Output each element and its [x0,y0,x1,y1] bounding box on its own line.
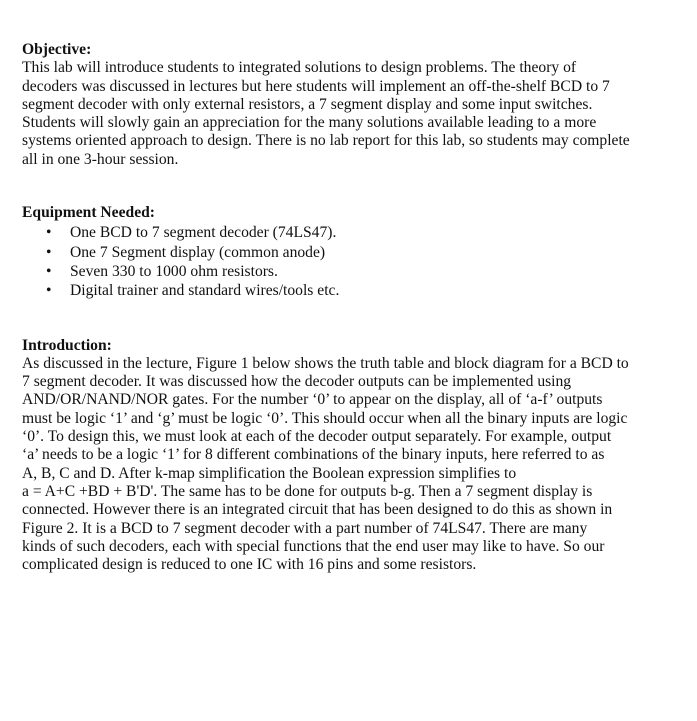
equipment-list [22,223,677,300]
bullet-icon: • [46,243,52,261]
equipment-item-text: One 7 Segment display (common anode) [70,243,326,261]
equipment-item [22,281,677,300]
equipment-item-text: Digital trainer and standard wires/tools etc. [70,282,340,300]
equipment-item-text: One BCD to 7 segment decoder (74LS47). [70,224,337,242]
equipment-item [22,262,677,281]
equipment-item [22,223,677,242]
bullet-icon: • [46,262,52,280]
bullet-icon: • [46,224,52,242]
equipment-item [22,243,677,262]
introduction-heading: Introduction: [22,336,112,354]
equipment-section [22,204,677,300]
equipment-heading: Equipment Needed: [22,204,155,222]
bullet-icon: • [46,282,52,300]
objective-heading: Objective: [22,41,92,58]
objective-section [22,41,677,169]
introduction-section [22,337,677,575]
equipment-item-text: Seven 330 to 1000 ohm resistors. [70,262,278,280]
document-page [22,41,677,574]
introduction-paragraph: As discussed in the lecture, Figure 1 below shows the truth table and block diagram for a BCD to 7 segment decoder. It was discussed how the decoder outputs can be implemented using AND/OR/NAND/NOR gates. For the number ‘0’ to appear on the display, all of ‘a-f’ outputs must be logic ‘1’ and ‘g’ must be logic ‘0’. This should occur when all the binary inputs are logic ‘0’. To design this, we must look at each of the decoder output separately. For example, output ‘a’ needs to be a logic ‘1’ for 8 different combinations of the binary inputs, here referred to as A, B, C and D. After k-map simplification the Boolean expression simplifies to a = A+C +BD + B'D'. The same has to be done for outputs b-g. Then a 7 segment display is connected. However there is an integrated circuit that has been designed to do this as shown in Figure 2. It is a BCD to 7 segment decoder with a part number of 74LS47. There are many kinds of such decoders, each with special functions that the end user may like to have. So our complicated design is reduced to one IC with 16 pins and some resistors. [22,354,629,574]
objective-paragraph: This lab will introduce students to integrated solutions to design problems. The theory of decoders was discussed in lectures but here students will implement an off-the-shelf BCD to 7 segment decoder with only external resistors, a 7 segment display and some input switches. Students will slowly gain an appreciation for the many solutions available leading to a more systems oriented approach to design. There is no lab report for this lab, so students may complete all in one 3-hour session. [22,59,630,168]
